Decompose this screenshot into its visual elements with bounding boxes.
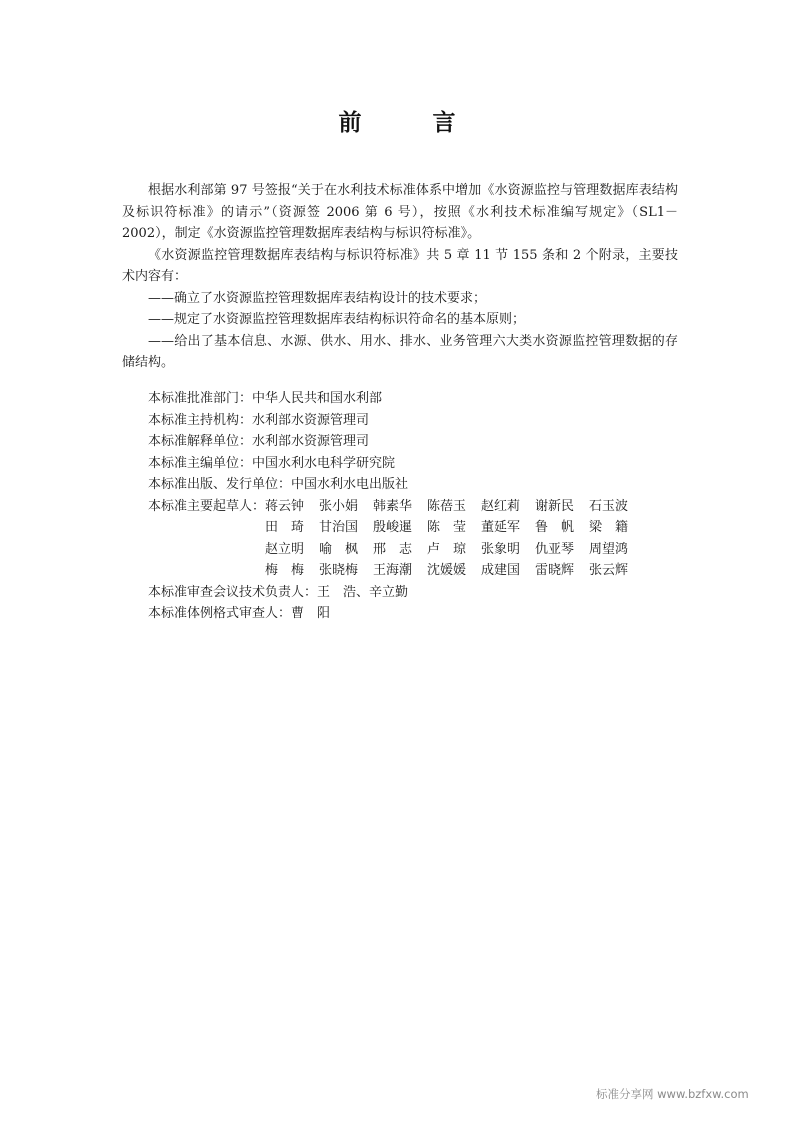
drafter-name: 张云辉 [589,563,629,578]
drafter-name: 周望鸿 [589,541,629,557]
drafter-name: 沈媛媛 [427,563,467,578]
drafter-name: 蒋云钟 [265,498,305,514]
paragraph-item-3: ——给出了基本信息、水源、供水、用水、排水、业务管理六大类水资源监控管理数据的存储结构。 [122,333,678,370]
chief-editor-unit: 本标准主编单位：中国水利水电科学研究院 [148,455,396,471]
drafter-name: 石玉波 [589,498,629,514]
drafters-row [148,496,688,582]
interpret-unit: 本标准解释单位：水利部水资源管理司 [148,434,370,449]
page-title: 前 言 [338,110,480,136]
drafter-name: 卢琼 [427,541,480,557]
drafter-name: 陈莹 [427,520,480,535]
drafter-name: 喻枫 [319,541,372,557]
drafter-name: 成建国 [481,563,521,578]
format-reviewer: 本标准体例格式审查人：曹 阳 [148,606,331,621]
drafters-list [265,496,645,582]
paragraph-item-2: ——规定了水资源监控管理数据库表结构标识符命名的基本原则； [148,312,526,327]
drafter-name: 张小娟 [319,498,359,514]
host-org: 本标准主持机构：水利部水资源管理司 [148,412,370,428]
drafter-name: 韩素华 [373,498,413,514]
drafter-name: 邢志 [373,541,426,557]
drafters-label: 本标准主要起草人： [148,498,266,514]
drafter-name: 赵立明 [265,541,305,557]
drafter-name: 梁籍 [589,520,642,535]
publisher: 本标准出版、发行单位：中国水利水电出版社 [148,477,409,492]
approval-dept: 本标准批准部门：中华人民共和国水利部 [148,391,383,406]
watermark: 标准分享网 www.bzfxw.com [596,1087,749,1101]
review-lead: 本标准审查会议技术负责人：王 浩、辛立勤 [148,584,409,600]
foreword-body [122,180,678,374]
drafter-name: 陈蓓玉 [427,498,467,514]
drafter-name: 雷晓辉 [535,563,575,578]
drafter-name: 张象明 [481,541,521,557]
drafter-name: 殷峻暹 [373,520,413,535]
drafter-name: 甘治国 [319,520,359,535]
drafter-name: 谢新民 [535,498,575,514]
drafter-name: 董延军 [481,520,521,535]
paragraph-summary: 《水资源监控管理数据库表结构与标识符标准》共 5 章 11 节 155 条和 2 个附录，主要技术内容有： [122,247,678,284]
drafter-name: 鲁帆 [535,520,588,535]
paragraph-item-1: ——确立了水资源监控管理数据库表结构设计的技术要求； [148,290,487,306]
paragraph-origin: 根据水利部第 97 号签报“关于在水利技术标准体系中增加《水资源监控与管理数据库表结构及标识符标准》的请示”（资源签 2006 第 6 号），按照《水利技术标准编写规定》（SL1－2002），制定《水资源监控管理数据库表结构与标识符标准》。 [122,183,678,241]
drafter-name: 仇亚琴 [535,541,575,557]
drafter-name: 田琦 [265,520,318,535]
credits-block [148,388,688,625]
drafter-name: 赵红莉 [481,498,521,514]
drafter-name: 梅梅 [265,563,318,578]
drafter-name: 张晓梅 [319,563,359,578]
drafter-name: 王海潮 [373,563,413,578]
